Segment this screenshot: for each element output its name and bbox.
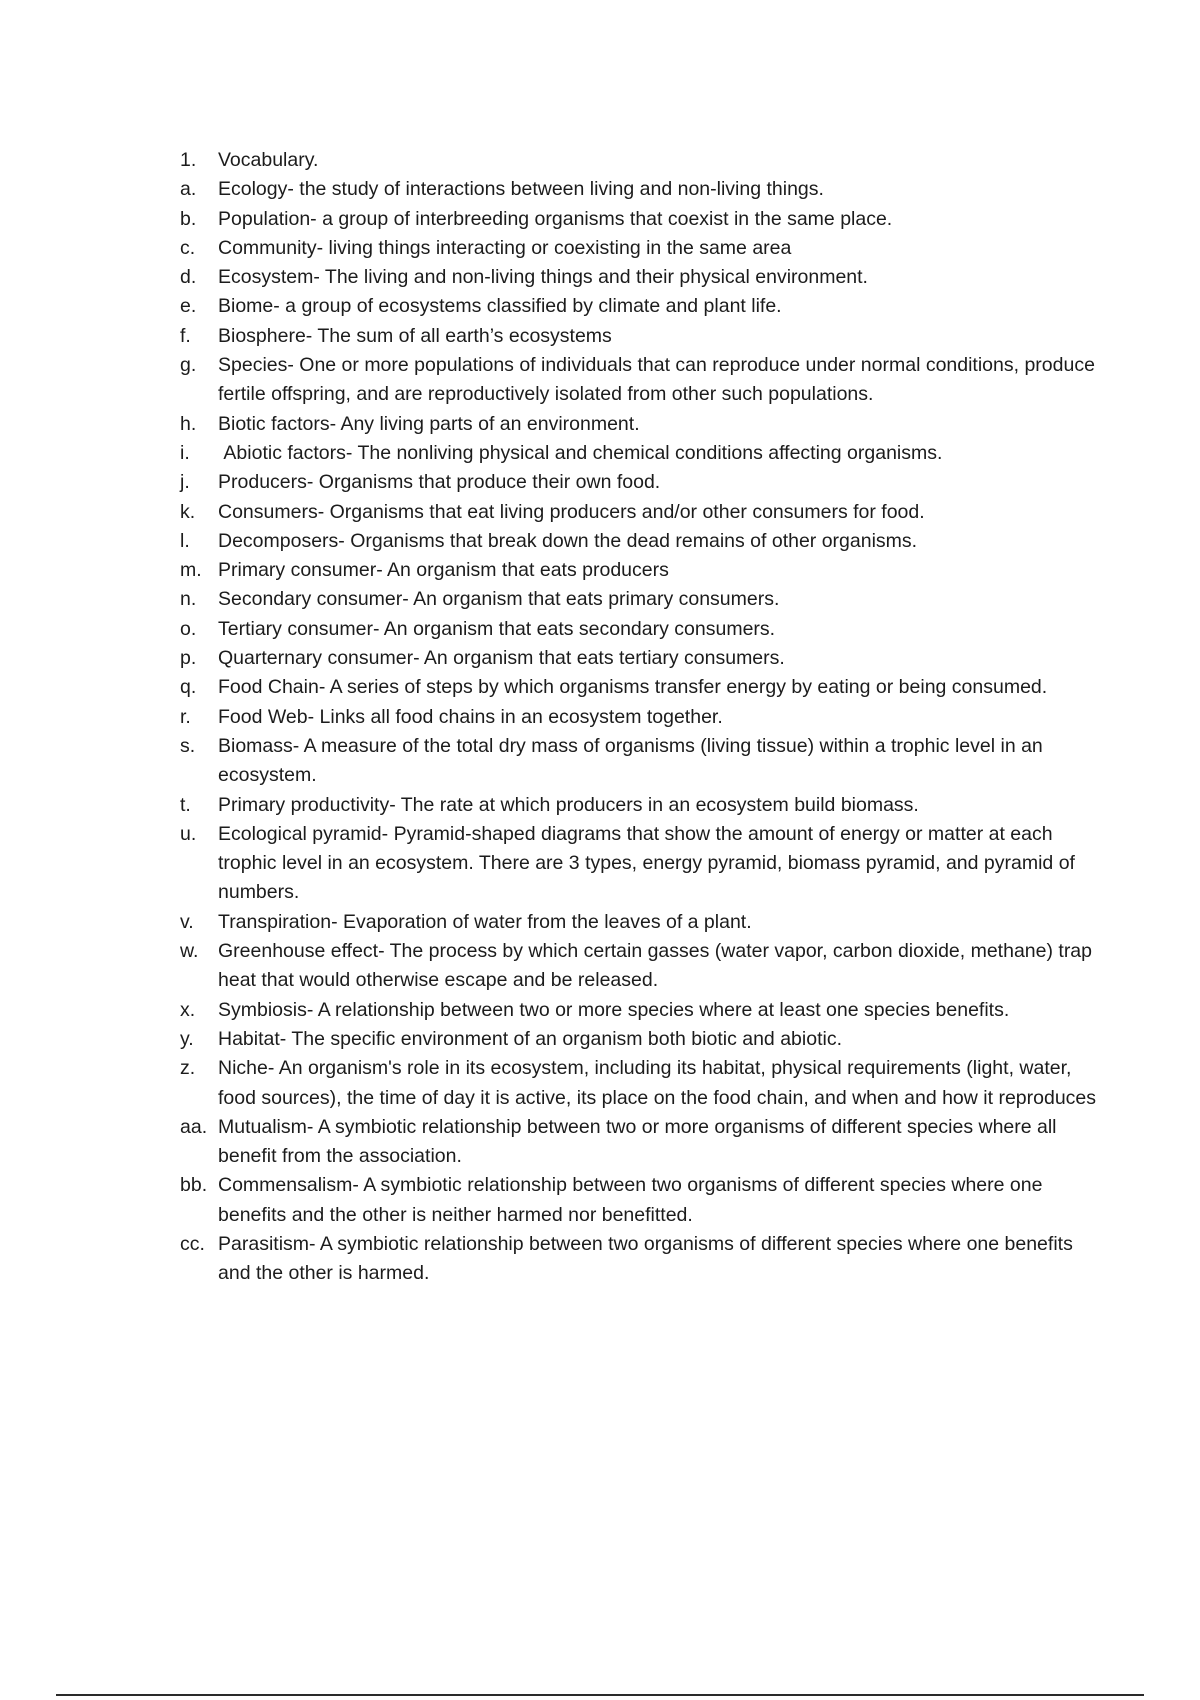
list-item-text: Tertiary consumer- An organism that eats secondary consumers. [218,617,776,640]
list-item [180,205,1100,234]
bottom-divider [56,1694,1144,1696]
list-item-text: Secondary consumer- An organism that eats primary consumers. [218,588,780,611]
list-item [180,791,1100,820]
vocabulary-list [180,146,1100,1289]
list-item-text: Decomposers- Organisms that break down the dead remains of other organisms. [218,529,918,552]
list-item [180,703,1100,732]
list-marker: m. [180,559,202,582]
list-marker: s. [180,734,196,757]
list-item-text: Quarternary consumer- An organism that eats tertiary consumers. [218,647,785,670]
list-item-text: Primary consumer- An organism that eats producers [218,559,669,582]
list-marker: w. [180,940,199,963]
list-item [180,1054,1100,1113]
list-item-text: Primary productivity- The rate at which producers in an ecosystem build biomass. [218,793,919,816]
list-item [180,498,1100,527]
list-item-text: Vocabulary. [218,149,319,171]
list-item-text: Mutualism- A symbiotic relationship between two or more organisms of different species where all benefit from the association. [218,1115,1057,1168]
list-marker: i. [180,441,190,464]
list-marker: e. [180,295,197,318]
list-item [180,175,1100,204]
list-item [180,556,1100,585]
list-item [180,322,1100,351]
list-item [180,527,1100,556]
list-item-text: Transpiration- Evaporation of water from the leaves of a plant. [218,910,752,933]
list-item [180,1171,1100,1230]
list-marker: l. [180,529,190,552]
list-item [180,820,1100,908]
list-marker: n. [180,588,197,611]
list-item-text: Biotic factors- Any living parts of an environment. [218,412,640,435]
list-item-text: Biosphere- The sum of all earth’s ecosystems [218,324,612,347]
list-item [180,732,1100,791]
list-marker: cc. [180,1232,205,1255]
list-marker: v. [180,910,194,933]
list-marker: k. [180,500,196,523]
list-item [180,908,1100,937]
list-marker: bb. [180,1174,208,1197]
list-item-text: Ecology- the study of interactions between living and non-living things. [218,178,824,201]
list-marker: f. [180,324,191,347]
list-item [180,234,1100,263]
list-marker: u. [180,822,197,845]
list-marker: g. [180,354,197,377]
list-item [180,439,1100,468]
list-item [180,673,1100,702]
list-item-text: Community- living things interacting or coexisting in the same area [218,236,792,259]
list-item [180,263,1100,292]
list-item [180,1025,1100,1054]
list-item-text: Consumers- Organisms that eat living producers and/or other consumers for food. [218,500,925,523]
list-marker: o. [180,617,197,640]
list-item [180,615,1100,644]
list-item [180,468,1100,497]
list-item [180,937,1100,996]
list-item [180,1113,1100,1172]
list-item-text: Niche- An organism's role in its ecosystem, including its habitat, physical requirements (light, water, food sources), the time of day it is active, its place on the food chain, and when and how it reproduces [218,1057,1097,1109]
list-item-text: Food Web- Links all food chains in an ecosystem together. [218,705,723,728]
list-marker: z. [180,1057,196,1080]
list-item [180,410,1100,439]
list-marker: y. [180,1027,194,1050]
list-marker: aa. [180,1115,208,1138]
list-item-text: Habitat- The specific environment of an organism both biotic and abiotic. [218,1027,842,1050]
list-marker: h. [180,412,197,435]
list-item [180,1230,1100,1289]
list-item-text: Symbiosis- A relationship between two or more species where at least one species benefits. [218,998,1010,1021]
list-marker: j. [180,471,190,494]
list-marker: b. [180,207,197,230]
list-marker: r. [180,705,191,728]
list-item-text: Biomass- A measure of the total dry mass of organisms (living tissue) within a trophic level in an ecosystem. [218,734,1043,787]
list-marker: c. [180,236,196,259]
list-item-text: Commensalism- A symbiotic relationship between two organisms of different species where one benefits and the other is neither harmed nor benefitted. [218,1174,1043,1226]
list-item [180,292,1100,321]
list-item-text: Food Chain- A series of steps by which organisms transfer energy by eating or being consumed. [218,676,1048,699]
list-marker: p. [180,647,197,670]
list-item-text: Species- One or more populations of individuals that can reproduce under normal conditions, produce fertile offspring, and are reproductively isolated from other such populations. [218,354,1095,406]
list-item-text: Parasitism- A symbiotic relationship between two organisms of different species where one benefits and the other is harmed. [218,1232,1073,1285]
list-item-text: Producers- Organisms that produce their own food. [218,471,661,494]
list-marker: 1. [180,149,197,171]
list-item [180,996,1100,1025]
list-item-text: Abiotic factors- The nonliving physical and chemical conditions affecting organisms. [218,441,943,464]
list-item-text: Biome- a group of ecosystems classified by climate and plant life. [218,295,782,318]
list-marker: a. [180,178,197,201]
list-marker: x. [180,998,196,1021]
list-marker: q. [180,676,197,699]
list-item [180,146,1100,175]
list-item-text: Greenhouse effect- The process by which certain gasses (water vapor, carbon dioxide, methane) trap heat that would otherwise escape and be released. [218,940,1092,992]
list-marker: t. [180,793,191,816]
list-item-text: Ecological pyramid- Pyramid-shaped diagrams that show the amount of energy or matter at each trophic level in an ecosystem. There are 3 types, energy pyramid, biomass pyramid, and pyramid of numbers. [218,822,1075,904]
list-item-text: Population- a group of interbreeding organisms that coexist in the same place. [218,207,893,230]
list-marker: d. [180,266,197,289]
list-item-text: Ecosystem- The living and non-living things and their physical environment. [218,266,868,289]
list-item [180,351,1100,410]
list-item [180,585,1100,614]
list-item [180,644,1100,673]
